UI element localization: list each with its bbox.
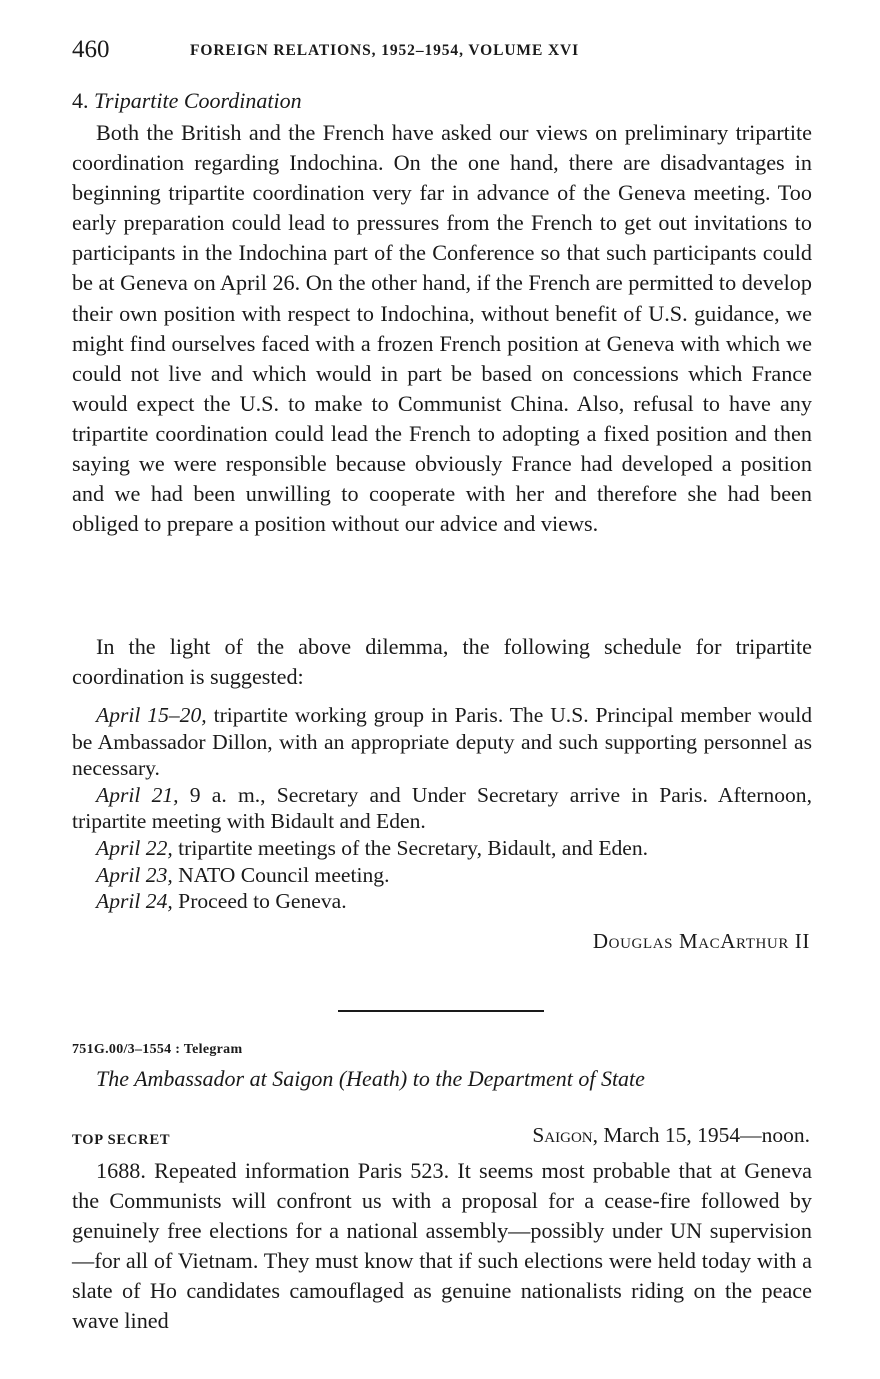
telegram-body <box>72 1156 812 1337</box>
running-head: FOREIGN RELATIONS, 1952–1954, VOLUME XVI <box>190 42 580 59</box>
schedule-text: NATO Council meeting. <box>172 862 390 887</box>
schedule-item <box>72 702 812 782</box>
schedule-text: tripartite meetings of the Secretary, Bidault, and Eden. <box>172 835 649 860</box>
schedule-text: 9 a. m., Secretary and Under Secretary arrive in Paris. Afternoon, tripartite meeting with Bidault and Eden. <box>72 782 813 834</box>
schedule-date: April 15–20, <box>96 703 207 727</box>
schedule-item <box>72 862 812 889</box>
dateline-place: Saigon, <box>532 1123 598 1147</box>
schedule-item <box>72 888 812 915</box>
schedule-item <box>72 782 812 835</box>
schedule-date: April 24, <box>96 889 173 914</box>
schedule-item <box>72 835 812 862</box>
page-number: 460 <box>72 36 110 63</box>
dateline <box>532 1123 810 1148</box>
schedule-date: April 21, <box>96 782 179 807</box>
document-id: 751G.00/3–1554 : Telegram <box>72 1042 243 1057</box>
page-header <box>72 36 812 66</box>
paragraph-text: 1688. Repeated information Paris 523. It seems most probable that at Geneva the Communists will confront us with a proposal for a cease-fire followed by genuinely free elections for a national assembly—possibly under UN supervision—for all of Vietnam. They must know that if such elections were held today with a slate of Ho candidates camouflaged as genuine nationalists riding on the peace wave lined <box>72 1158 812 1334</box>
document-title: The Ambassador at Saigon (Heath) to the Department of State <box>96 1066 645 1091</box>
body-paragraph-2 <box>72 632 812 692</box>
section-number: 4. <box>72 88 89 113</box>
section-divider <box>338 1010 544 1012</box>
signature: Douglas MacArthur II <box>592 929 810 953</box>
paragraph-text: In the light of the above dilemma, the following schedule for tripartite coordination is suggested: <box>72 634 812 690</box>
schedule-date: April 23, <box>96 862 173 887</box>
schedule-text: tripartite working group in Paris. The U.S. Principal member would be Ambassador Dillon, with an appropriate deputy and such supporting personnel as necessary. <box>72 703 812 781</box>
dateline-date: March 15, 1954—noon. <box>598 1123 810 1147</box>
paragraph-text: Both the British and the French have asked our views on preliminary tripartite coordination regarding Indochina. On the one hand, there are disadvantages in beginning tripartite coordination very far in advance of the Geneva meeting. Too early preparation could lead to pressures from the French to get out invitations to participants in the Indochina part of the Conference so that such participants could be at Geneva on April 26. On the other hand, if the French are permitted to develop their own position with respect to Indochina, without benefit of U.S. guidance, we might find ourselves faced with a frozen French position at Geneva with which we could not live and which would in part be based on concessions which France would expect the U.S. to make to Communist China. Also, refusal to have any tripartite coordination could lead the French to adopting a fixed position and then saying we were responsible because obviously France had developed a position and we had been unwilling to cooperate with her and therefore she had been obliged to prepare a position without our advice and views. <box>72 120 812 537</box>
schedule-list <box>72 702 812 915</box>
schedule-text: Proceed to Geneva. <box>172 889 347 914</box>
schedule-date: April 22, <box>96 835 173 860</box>
section-title: Tripartite Coordination <box>94 88 302 113</box>
classification-label: TOP SECRET <box>72 1132 171 1148</box>
section-heading <box>72 88 302 114</box>
body-paragraph-1 <box>72 118 812 539</box>
